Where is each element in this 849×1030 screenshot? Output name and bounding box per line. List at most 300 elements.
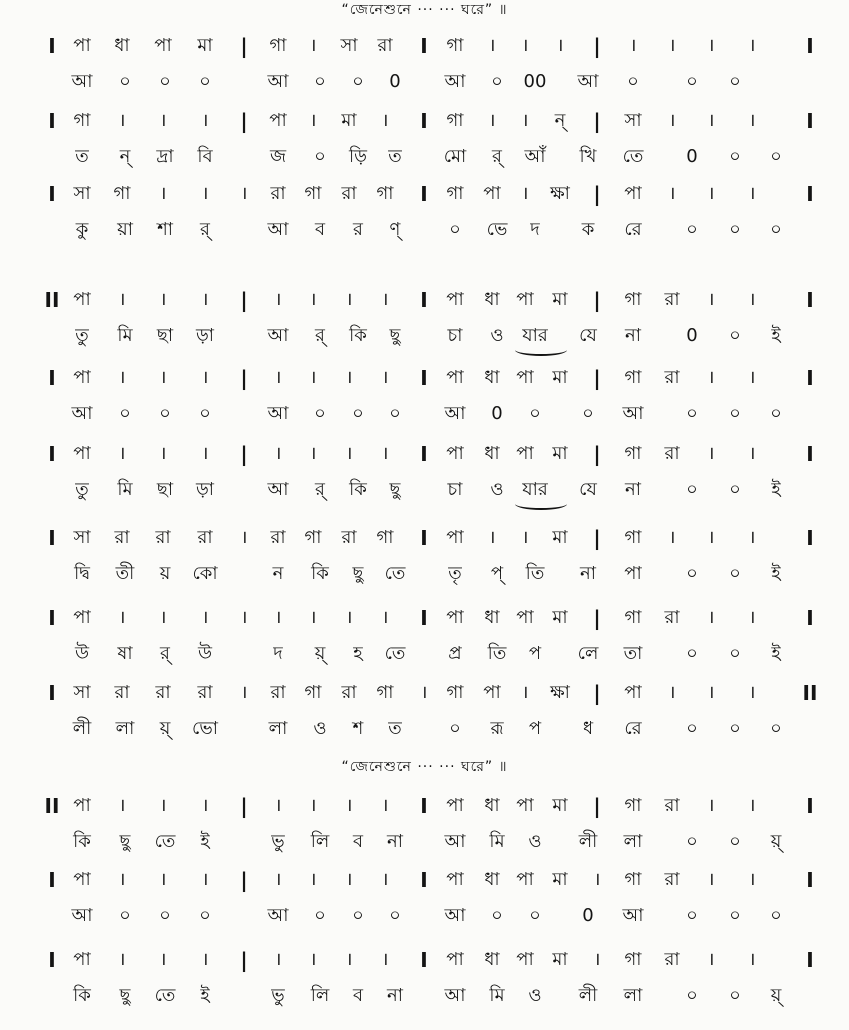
swara: । — [274, 367, 282, 388]
lyric-syllable: 0 — [582, 905, 594, 926]
lyric-syllable: ০ — [199, 905, 211, 926]
lyric-row — [0, 318, 849, 354]
lyric-syllable: দ — [273, 643, 283, 664]
lyric-syllable: ই — [771, 325, 781, 346]
swara: । — [707, 527, 715, 548]
swara: রা — [664, 367, 680, 388]
lyric-syllable: ০ — [314, 905, 326, 926]
bar-line: | — [593, 182, 601, 206]
lyric-syllable: ০ — [729, 985, 741, 1006]
swara: । — [201, 607, 209, 628]
swara: । — [420, 682, 428, 703]
swara: ধা — [484, 949, 500, 970]
swara: পা — [269, 110, 287, 131]
swara: । — [309, 607, 317, 628]
swara: । — [748, 183, 756, 204]
lyric-syllable: ধ — [582, 718, 594, 739]
lyric-syllable: 0 — [686, 325, 698, 346]
swara: । — [309, 110, 317, 131]
lyric-row — [0, 824, 849, 860]
lyric-syllable: রে — [624, 219, 642, 240]
swara-row — [0, 103, 849, 139]
swara: । — [159, 869, 167, 890]
swara: । — [748, 110, 756, 131]
lyric-syllable: ০ — [352, 71, 364, 92]
lyric-syllable: উ — [74, 643, 90, 664]
lyric-syllable: ০ — [686, 718, 698, 739]
lyric-syllable: ০ — [389, 905, 401, 926]
lyric-syllable: র্ — [200, 219, 210, 240]
swara: । — [159, 795, 167, 816]
swara: । — [748, 289, 756, 310]
bar-line: I — [48, 526, 56, 550]
swara: । — [521, 682, 529, 703]
swara: গা — [624, 443, 642, 464]
lyric-syllable: তি — [525, 563, 545, 584]
lyric-syllable: ০ — [770, 219, 782, 240]
lyric-syllable: ০ — [119, 403, 131, 424]
swara: । — [309, 35, 317, 56]
swara: মা — [341, 110, 357, 131]
swara: । — [345, 795, 353, 816]
lyric-syllable: ড়ি — [349, 146, 367, 167]
bar-line: I — [48, 868, 56, 892]
bar-line: | — [593, 109, 601, 133]
swara: পা — [446, 367, 464, 388]
lyric-syllable: আ — [444, 985, 466, 1006]
lyric-syllable: র্ — [160, 643, 170, 664]
lyric-syllable: তে — [384, 643, 406, 664]
lyric-syllable: মি — [117, 479, 133, 500]
lyric-syllable: য় — [159, 563, 171, 584]
lyric-syllable: মি — [489, 831, 505, 852]
swara: ক্ষা — [550, 183, 570, 204]
swara: পা — [73, 35, 91, 56]
lyric-syllable: কি — [73, 985, 91, 1006]
bar-line: I — [806, 948, 814, 972]
swara: । — [707, 289, 715, 310]
swara: পা — [516, 869, 534, 890]
lyric-syllable: লা — [115, 718, 135, 739]
lyric-syllable: ভে — [486, 219, 508, 240]
lyric-syllable: না — [387, 985, 403, 1006]
swara: । — [707, 795, 715, 816]
swara: । — [593, 949, 601, 970]
swara: পা — [73, 607, 91, 628]
swara: । — [118, 289, 126, 310]
lyric-syllable: দ্বি — [74, 563, 90, 584]
swara: পা — [516, 443, 534, 464]
lyric-syllable: খি — [579, 146, 597, 167]
bar-line: I — [420, 868, 428, 892]
lyric-syllable: ছু — [352, 563, 364, 584]
swara: গা — [269, 35, 287, 56]
bar-line: | — [593, 366, 601, 390]
swara: গা — [446, 183, 464, 204]
swara: পা — [73, 949, 91, 970]
swara: । — [159, 289, 167, 310]
lyric-syllable: বি — [197, 146, 213, 167]
lyric-syllable: ০ — [159, 905, 171, 926]
swara-row — [0, 360, 849, 396]
swara: পা — [516, 367, 534, 388]
lyric-syllable: আ — [577, 71, 599, 92]
swara: রা — [197, 682, 213, 703]
swara: গা — [376, 527, 394, 548]
bar-line: I — [806, 182, 814, 206]
swara: । — [707, 869, 715, 890]
bar-line: | — [593, 794, 601, 818]
lyric-syllable: কি — [349, 479, 367, 500]
swara: গা — [73, 110, 91, 131]
bar-line: I — [48, 442, 56, 466]
lyric-syllable: ০ — [686, 479, 698, 500]
swara: । — [381, 869, 389, 890]
swara: । — [381, 289, 389, 310]
bar-line: I — [48, 681, 56, 705]
bar-line: I — [420, 109, 428, 133]
lyric-syllable: ০ — [686, 219, 698, 240]
swara: ধা — [484, 443, 500, 464]
lyric-syllable: ত — [388, 718, 402, 739]
lyric-syllable: আ — [444, 831, 466, 852]
swara: । — [240, 183, 248, 204]
swara: মা — [552, 795, 568, 816]
lyric-syllable: লি — [310, 831, 330, 852]
lyric-syllable: ভু — [271, 831, 285, 852]
bar-line: I — [48, 109, 56, 133]
swara: । — [201, 949, 209, 970]
lyric-syllable: ০ — [729, 403, 741, 424]
swara: পা — [516, 795, 534, 816]
notation-line — [0, 942, 849, 1014]
bar-line: I — [806, 366, 814, 390]
swara: সা — [624, 110, 642, 131]
lyric-syllable: উ — [197, 643, 213, 664]
swara-row — [0, 176, 849, 212]
lyric-syllable: ০ — [729, 325, 741, 346]
lyric-syllable: না — [387, 831, 403, 852]
swara: পা — [516, 949, 534, 970]
swara-row — [0, 600, 849, 636]
swara: রা — [664, 949, 680, 970]
swara: ধা — [484, 869, 500, 890]
lyric-syllable: ০ — [686, 403, 698, 424]
swara: । — [521, 183, 529, 204]
notation-line — [0, 675, 849, 747]
swara: ধা — [484, 607, 500, 628]
swara: । — [309, 443, 317, 464]
lyric-syllable: ০ — [686, 905, 698, 926]
swara: সা — [73, 527, 91, 548]
lyric-syllable: কি — [311, 563, 329, 584]
lyric-syllable: ০ — [449, 219, 461, 240]
swara: ক্ষা — [550, 682, 570, 703]
swara: মা — [552, 527, 568, 548]
swara: মা — [552, 869, 568, 890]
lyric-syllable: মো — [443, 146, 467, 167]
lyric-row — [0, 139, 849, 175]
lyric-syllable: লী — [578, 831, 598, 852]
lyric-syllable: লা — [268, 718, 288, 739]
lyric-syllable: ০ — [389, 403, 401, 424]
swara: । — [707, 682, 715, 703]
lyric-syllable: ০ — [729, 905, 741, 926]
swara: পা — [624, 183, 642, 204]
lyric-syllable: তে — [154, 831, 176, 852]
lyric-syllable: য়্ — [159, 718, 171, 739]
swara: । — [274, 949, 282, 970]
swara: । — [201, 869, 209, 890]
swara: পা — [154, 35, 172, 56]
swara: পা — [73, 443, 91, 464]
lyric-syllable: ছু — [119, 831, 131, 852]
lyric-syllable: দ্রা — [156, 146, 174, 167]
swara: । — [118, 795, 126, 816]
lyric-syllable: ভু — [271, 985, 285, 1006]
lyric-syllable: আ — [444, 71, 466, 92]
lyric-syllable: ব — [352, 985, 364, 1006]
lyric-syllable: ০ — [529, 905, 541, 926]
swara: । — [381, 607, 389, 628]
lyric-syllable: প্র — [448, 643, 462, 664]
swara: মা — [552, 949, 568, 970]
lyric-syllable: ত — [75, 146, 89, 167]
lyric-row — [0, 636, 849, 672]
lyric-syllable: লি — [310, 985, 330, 1006]
lyric-syllable: র্ — [492, 146, 502, 167]
lyric-syllable: ০ — [729, 831, 741, 852]
swara: । — [118, 110, 126, 131]
swara: রা — [155, 682, 171, 703]
swara: । — [707, 183, 715, 204]
lyric-row — [0, 556, 849, 592]
lyric-syllable: লী — [72, 718, 92, 739]
swara: গা — [624, 367, 642, 388]
lyric-syllable: আ — [71, 403, 93, 424]
swara: পা — [624, 682, 642, 703]
lyric-syllable: না — [625, 325, 641, 346]
lyric-syllable: ও — [528, 831, 542, 852]
lyric-syllable: ছু — [119, 985, 131, 1006]
swara: । — [159, 183, 167, 204]
lyric-syllable: 0 — [389, 71, 401, 92]
swara: পা — [446, 795, 464, 816]
lyric-syllable: ০ — [199, 403, 211, 424]
swara: । — [521, 35, 529, 56]
lyric-syllable: ণ্ — [389, 219, 401, 240]
lyric-syllable: ০ — [729, 479, 741, 500]
swara: । — [381, 795, 389, 816]
bar-line: I — [420, 442, 428, 466]
lyric-syllable: আ — [267, 71, 289, 92]
swara: গা — [624, 289, 642, 310]
lyric-syllable: ০ — [159, 71, 171, 92]
lyric-syllable: ০ — [119, 71, 131, 92]
lyric-syllable: ০ — [491, 905, 503, 926]
lyric-syllable: ছা — [156, 479, 174, 500]
bar-line: | — [240, 442, 248, 466]
refrain-caption: “জেনেশুনে ··· ··· ঘরে” ॥ — [341, 759, 508, 775]
swara-row — [0, 28, 849, 64]
swara: গা — [624, 869, 642, 890]
swara: ধা — [484, 289, 500, 310]
lyric-syllable: ০ — [352, 905, 364, 926]
lyric-syllable: ব — [314, 219, 326, 240]
swara: সা — [73, 682, 91, 703]
lyric-syllable: ০ — [352, 403, 364, 424]
lyric-syllable: আ — [267, 325, 289, 346]
bar-line: | — [593, 288, 601, 312]
lyric-syllable: হ — [353, 643, 363, 664]
swara: । — [488, 35, 496, 56]
swara: ধা — [484, 367, 500, 388]
swara: সা — [73, 183, 91, 204]
swara: গা — [446, 35, 464, 56]
swara: রা — [341, 682, 357, 703]
lyric-syllable: আ — [71, 905, 93, 926]
swara: । — [381, 443, 389, 464]
lyric-syllable: ০ — [686, 985, 698, 1006]
slur-mark — [515, 344, 567, 356]
lyric-syllable: ০ — [314, 71, 326, 92]
swara: রা — [664, 443, 680, 464]
lyric-syllable: তে — [154, 985, 176, 1006]
swara: । — [118, 443, 126, 464]
lyric-syllable: পা — [624, 563, 642, 584]
swara: । — [201, 795, 209, 816]
swara: । — [118, 607, 126, 628]
lyric-syllable: আ — [267, 219, 289, 240]
swara-row — [0, 788, 849, 824]
swara: পা — [483, 682, 501, 703]
lyric-row — [0, 978, 849, 1014]
lyric-syllable: ০ — [314, 403, 326, 424]
lyric-syllable: কি — [349, 325, 367, 346]
lyric-syllable: ০ — [449, 718, 461, 739]
notation-line — [0, 520, 849, 592]
swara: । — [488, 110, 496, 131]
lyric-syllable: দ — [530, 219, 540, 240]
bar-line: | — [240, 288, 248, 312]
swara: । — [748, 367, 756, 388]
swara: । — [707, 607, 715, 628]
lyric-syllable: যে — [579, 479, 597, 500]
bar-line: I — [806, 442, 814, 466]
lyric-syllable: ০ — [529, 403, 541, 424]
lyric-syllable: ০ — [770, 905, 782, 926]
lyric-syllable: ০ — [770, 403, 782, 424]
lyric-syllable: রূ — [490, 718, 504, 739]
swara: রা — [377, 35, 393, 56]
bar-line: I — [420, 366, 428, 390]
swara: । — [159, 443, 167, 464]
swara: ধা — [484, 795, 500, 816]
lyric-syllable: লী — [578, 985, 598, 1006]
swara: রা — [664, 795, 680, 816]
lyric-syllable: ও — [528, 985, 542, 1006]
lyric-syllable: আ — [622, 905, 644, 926]
lyric-syllable: ০ — [686, 831, 698, 852]
lyric-syllable: ও — [490, 325, 504, 346]
bar-line: | — [593, 442, 601, 466]
lyric-syllable: ০ — [491, 71, 503, 92]
swara: । — [240, 607, 248, 628]
swara: । — [159, 607, 167, 628]
swara: পা — [73, 289, 91, 310]
swara: । — [309, 869, 317, 890]
lyric-syllable: ন — [272, 563, 284, 584]
lyric-syllable: 0 — [686, 146, 698, 167]
lyric-syllable: ছা — [156, 325, 174, 346]
bar-line: | — [240, 794, 248, 818]
lyric-syllable: ০ — [686, 563, 698, 584]
swara: । — [668, 110, 676, 131]
swara: গা — [624, 795, 642, 816]
swara: । — [345, 869, 353, 890]
bar-line: I — [48, 34, 56, 58]
notation-line — [0, 103, 849, 175]
lyric-syllable: ০ — [686, 71, 698, 92]
bar-line: | — [240, 366, 248, 390]
bar-line: I — [420, 182, 428, 206]
bar-line: I — [806, 868, 814, 892]
lyric-syllable: আ — [71, 71, 93, 92]
lyric-syllable: যার — [522, 479, 548, 500]
bar-line: II — [44, 288, 60, 312]
lyric-syllable: ন্ — [119, 146, 131, 167]
lyric-syllable: তে — [384, 563, 406, 584]
swara: রা — [664, 607, 680, 628]
lyric-syllable: শা — [157, 219, 173, 240]
swara: । — [201, 289, 209, 310]
lyric-syllable: র — [353, 219, 363, 240]
lyric-syllable: 00 — [523, 71, 547, 92]
swara: ন্ — [554, 110, 566, 131]
swara: । — [201, 443, 209, 464]
lyric-syllable: ও — [490, 479, 504, 500]
lyric-syllable: র্ — [315, 479, 325, 500]
bar-line: I — [420, 794, 428, 818]
swara: মা — [197, 35, 213, 56]
swara: গা — [304, 527, 322, 548]
lyric-syllable: ষা — [117, 643, 133, 664]
lyric-syllable: মি — [117, 325, 133, 346]
swara: । — [556, 35, 564, 56]
lyric-syllable: ও — [313, 718, 327, 739]
bar-line: | — [240, 109, 248, 133]
slur-mark — [515, 498, 567, 510]
swara: । — [201, 110, 209, 131]
lyric-syllable: লা — [623, 985, 643, 1006]
swara: । — [309, 367, 317, 388]
swara: গা — [113, 183, 131, 204]
bar-line: I — [48, 606, 56, 630]
swara: পা — [73, 795, 91, 816]
swara: । — [118, 869, 126, 890]
swara: । — [345, 443, 353, 464]
lyric-syllable: ০ — [119, 905, 131, 926]
lyric-syllable: লে — [577, 643, 599, 664]
swara: । — [201, 183, 209, 204]
lyric-syllable: ই — [771, 563, 781, 584]
swara: । — [488, 527, 496, 548]
lyric-syllable: না — [580, 563, 596, 584]
swara: । — [707, 443, 715, 464]
swara: । — [707, 367, 715, 388]
lyric-syllable: ভো — [192, 718, 218, 739]
swara: । — [240, 682, 248, 703]
